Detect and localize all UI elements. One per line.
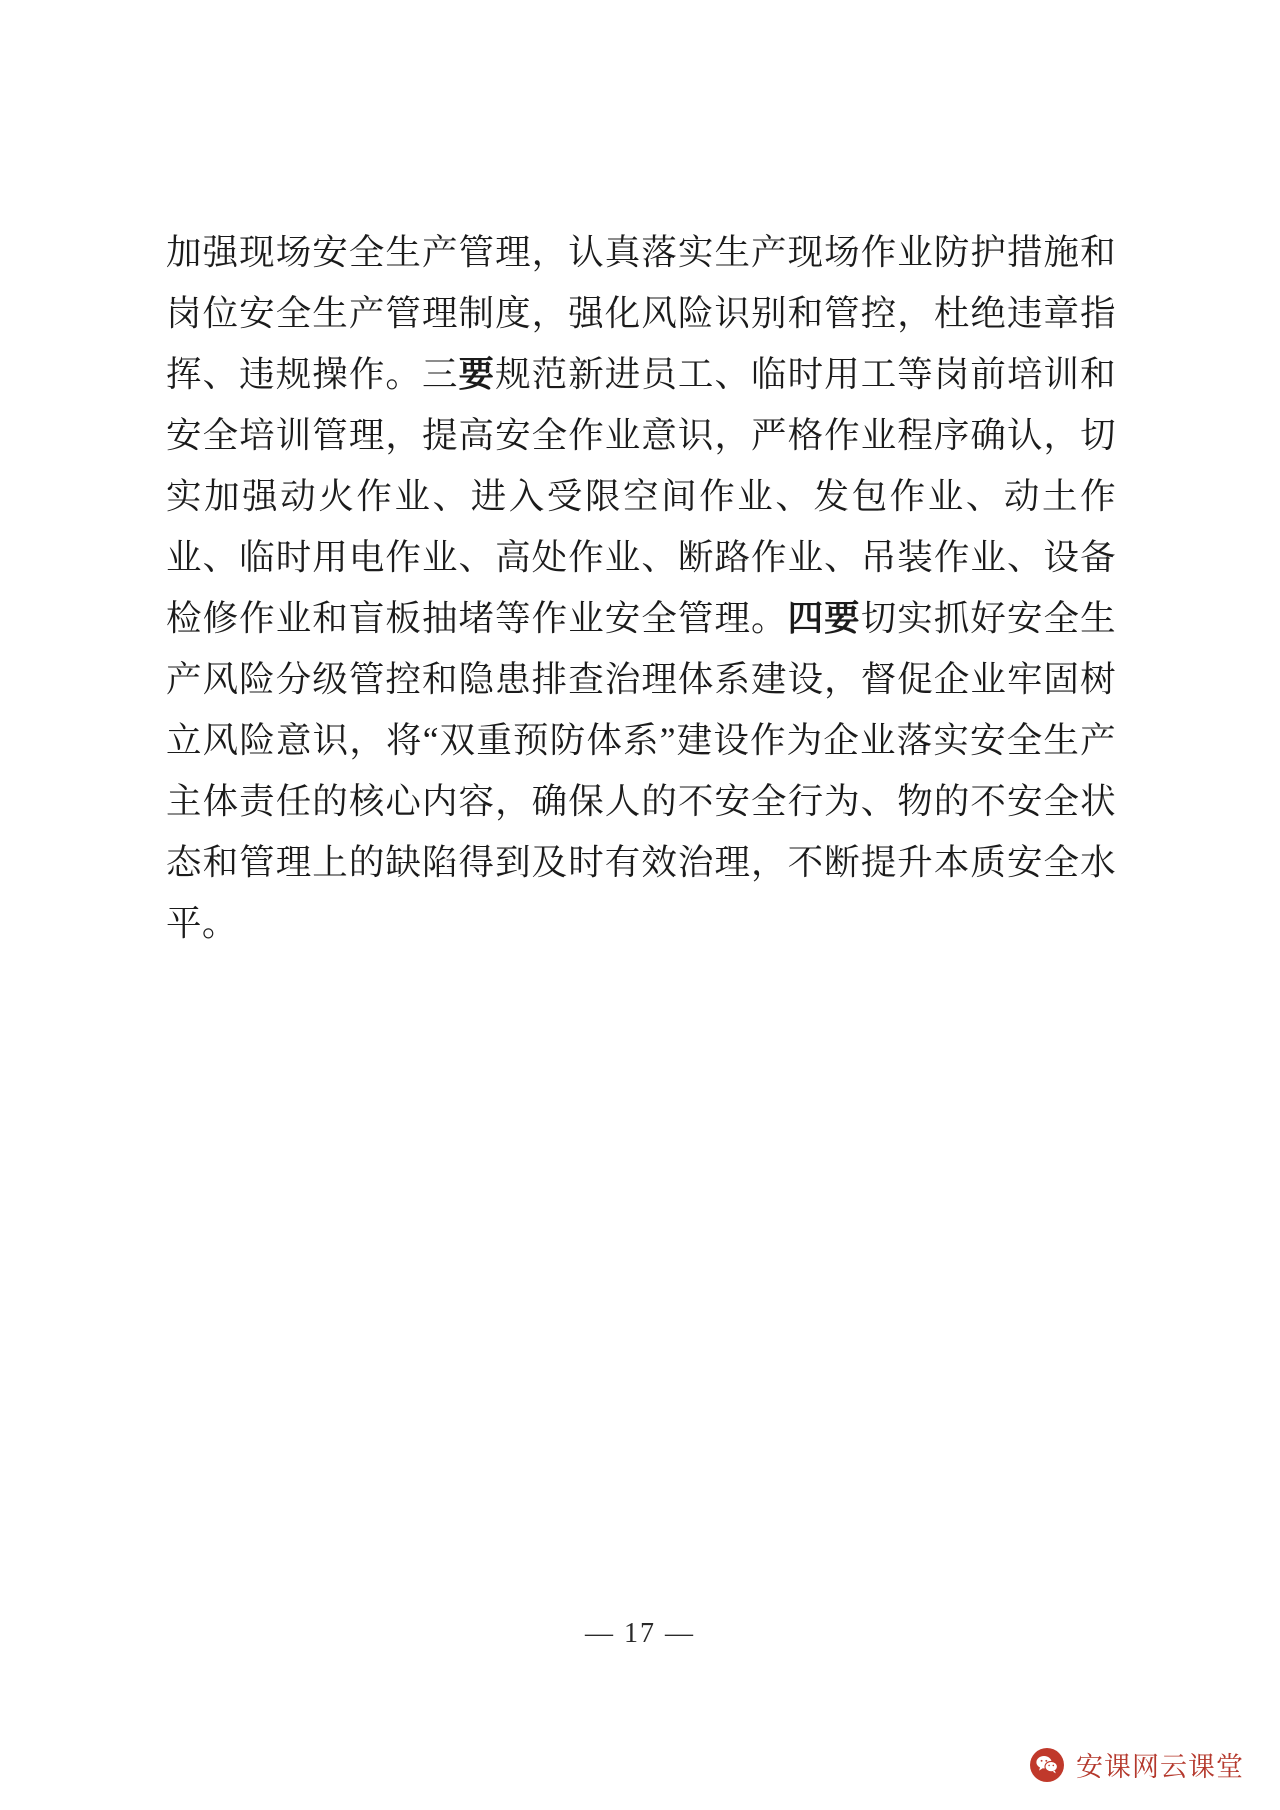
page-content [166, 222, 1116, 954]
body-paragraph [166, 222, 1116, 954]
paragraph-segment-1: 加强现场安全生产管理，认真落实生产现场作业防护措施和岗位安全生产管理制度，强化风险识别和管控，杜绝违章指挥、违规操作。三 [166, 232, 1116, 394]
paragraph-segment-5: 切实抓好安全生产风险分级管控和隐患排查治理体系建设，督促企业牢固树立风险意识，将“双重预防体系”建设作为企业落实安全生产主体责任的核心内容，确保人的不安全行为、物的不安全状态和管理上的缺陷得到及时有效治理，不断提升本质安全水平。 [166, 598, 1116, 943]
page-number: — 17 — [585, 1618, 695, 1649]
watermark [1020, 1737, 1258, 1792]
watermark-label: 安课网云课堂 [1076, 1752, 1244, 1782]
paragraph-segment-4-emphasis: 四要 [787, 598, 861, 638]
paragraph-segment-2-emphasis: 要 [458, 354, 496, 394]
wechat-icon [1030, 1748, 1064, 1782]
paragraph-segment-3: 规范新进员工、临时用工等岗前培训和安全培训管理，提高安全作业意识，严格作业程序确认，切实加强动火作业、进入受限空间作业、发包作业、动土作业、临时用电作业、高处作业、断路作业、吊装作业、设备检修作业和盲板抽堵等作业安全管理。 [166, 354, 1117, 638]
